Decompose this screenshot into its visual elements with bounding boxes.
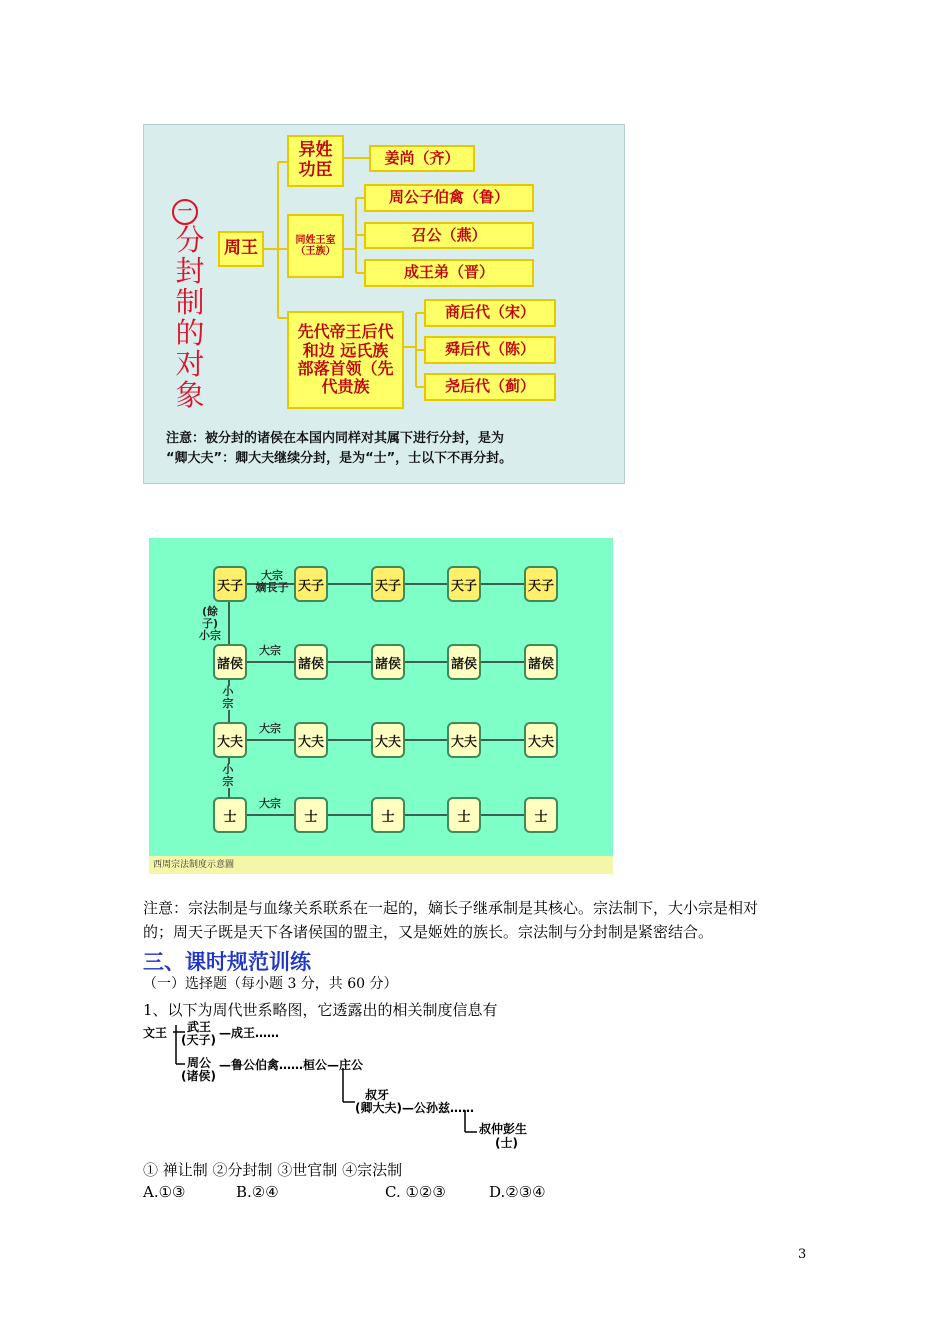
node-dafu: 大夫 xyxy=(213,722,247,758)
item-jiangshang: 姜尚（齐） xyxy=(369,145,475,172)
note-line1: 注意：宗法制是与血缘关系联系在一起的，嫡长子继承制是其核心。宗法制下，大小宗是相对 xyxy=(143,899,759,917)
node-zhuhou: 諸侯 xyxy=(524,644,558,680)
note-line2: 的；周天子既是天下各诸侯国的盟主，又是姬姓的族长。宗法制与分封制是紧密结合。 xyxy=(143,923,714,941)
gen-shi: (士) xyxy=(495,1136,518,1150)
tag-dazong-eldest: 大宗 嫡長子 xyxy=(255,569,289,594)
fig1-vertical-title xyxy=(172,199,208,411)
node-dafu: 大夫 xyxy=(294,722,328,758)
node-zhuhou: 諸侯 xyxy=(371,644,405,680)
branch-royal-clan: 同姓王室（王族） xyxy=(287,214,344,278)
node-tianzi: 天子 xyxy=(294,566,328,602)
gen-wenwang: 文王 xyxy=(143,1026,168,1040)
node-dafu: 大夫 xyxy=(371,722,405,758)
fiefdom-diagram xyxy=(143,124,625,484)
item-yao-descendants: 尧后代（蓟） xyxy=(424,373,556,401)
item-shaogong: 召公（燕） xyxy=(364,222,534,249)
tag-xiaozong: 小宗 xyxy=(219,686,237,710)
page-number: 3 xyxy=(798,1247,807,1262)
gen-zhuhou: (诸侯) xyxy=(181,1069,216,1083)
tag-xiaozong: 小宗 xyxy=(219,764,237,788)
item-shun-descendants: 舜后代（陈） xyxy=(424,336,556,364)
node-dafu: 大夫 xyxy=(524,722,558,758)
section-title: 三、课时规范训练 xyxy=(143,950,311,974)
fig2-caption: 西周宗法制度示意圖 xyxy=(149,856,613,874)
tag-dazong: 大宗 xyxy=(259,797,281,810)
node-shi: 士 xyxy=(524,797,558,833)
node-tianzi: 天子 xyxy=(447,566,481,602)
node-shi: 士 xyxy=(294,797,328,833)
title-char: 制 xyxy=(175,285,205,319)
node-zhuhou: 諸侯 xyxy=(447,644,481,680)
item-zhougong: 周公子伯禽（鲁） xyxy=(364,184,534,212)
title-char: 象 xyxy=(175,378,205,412)
clan-system-diagram xyxy=(149,538,613,874)
tag-yuzi-xiaozong: (餘子)小宗 xyxy=(199,605,221,642)
fig1-note-line1: 注意：被分封的诸侯在本国内同样对其属下进行分封，是为 xyxy=(166,431,505,446)
item-shang-descendants: 商后代（宋） xyxy=(424,299,556,327)
tag-dazong: 大宗 xyxy=(259,644,281,657)
option-d: D.②③④ xyxy=(489,1183,546,1201)
gen-boqin-line: —鲁公伯禽……桓公—庄公 xyxy=(219,1058,364,1072)
gen-tianzi: (天子) xyxy=(181,1033,216,1047)
option-a: A.①③ xyxy=(143,1183,186,1201)
gen-chengwang: —成王…… xyxy=(219,1026,280,1040)
tag-dazong: 大宗 xyxy=(259,722,281,735)
node-dafu: 大夫 xyxy=(447,722,481,758)
item-chengwang-brother: 成王弟（晋） xyxy=(364,259,534,287)
question1-items: ① 禅让制 ②分封制 ③世官制 ④宗法制 xyxy=(143,1161,403,1179)
branch-foreign-clan: 异姓功臣 xyxy=(287,135,344,187)
gen-wuwang: 武王 xyxy=(187,1020,212,1034)
node-shi: 士 xyxy=(213,797,247,833)
node-tianzi: 天子 xyxy=(524,566,558,602)
gen-qingdafu-line: (卿大夫)—公孙兹…… xyxy=(355,1101,474,1115)
fig1-note-line2: “卿大夫”：卿大夫继续分封，是为“士”，士以下不再分封。 xyxy=(166,451,513,466)
gen-shuya: 叔牙 xyxy=(365,1088,390,1102)
title-char: 的 xyxy=(175,316,205,350)
subsection-title: （一）选择题（每小题 3 分，共 60 分） xyxy=(143,976,398,992)
question1-stem: 1、以下为周代世系略图，它透露出的相关制度信息有 xyxy=(143,1001,498,1019)
zhou-genealogy-figure xyxy=(143,1022,563,1154)
node-zhuhou: 諸侯 xyxy=(213,644,247,680)
title-char: 分 xyxy=(175,223,205,257)
node-tianzi: 天子 xyxy=(213,566,247,602)
option-c: C. ①②③ xyxy=(385,1183,446,1201)
gen-shuzhong: 叔仲彭生 xyxy=(479,1122,528,1136)
gen-zhougong: 周公 xyxy=(187,1056,212,1070)
branch-ancient-nobles: 先代帝王后代和边 远氏族部落首领（先代贵族 xyxy=(287,311,404,409)
title-number: 一 xyxy=(172,199,198,225)
node-zhuhou: 諸侯 xyxy=(294,644,328,680)
option-b: B.②④ xyxy=(236,1183,279,1201)
root-zhou-king: 周王 xyxy=(218,231,264,267)
node-shi: 士 xyxy=(371,797,405,833)
title-char: 对 xyxy=(175,347,205,381)
node-tianzi: 天子 xyxy=(371,566,405,602)
title-char: 封 xyxy=(175,254,205,288)
node-shi: 士 xyxy=(447,797,481,833)
